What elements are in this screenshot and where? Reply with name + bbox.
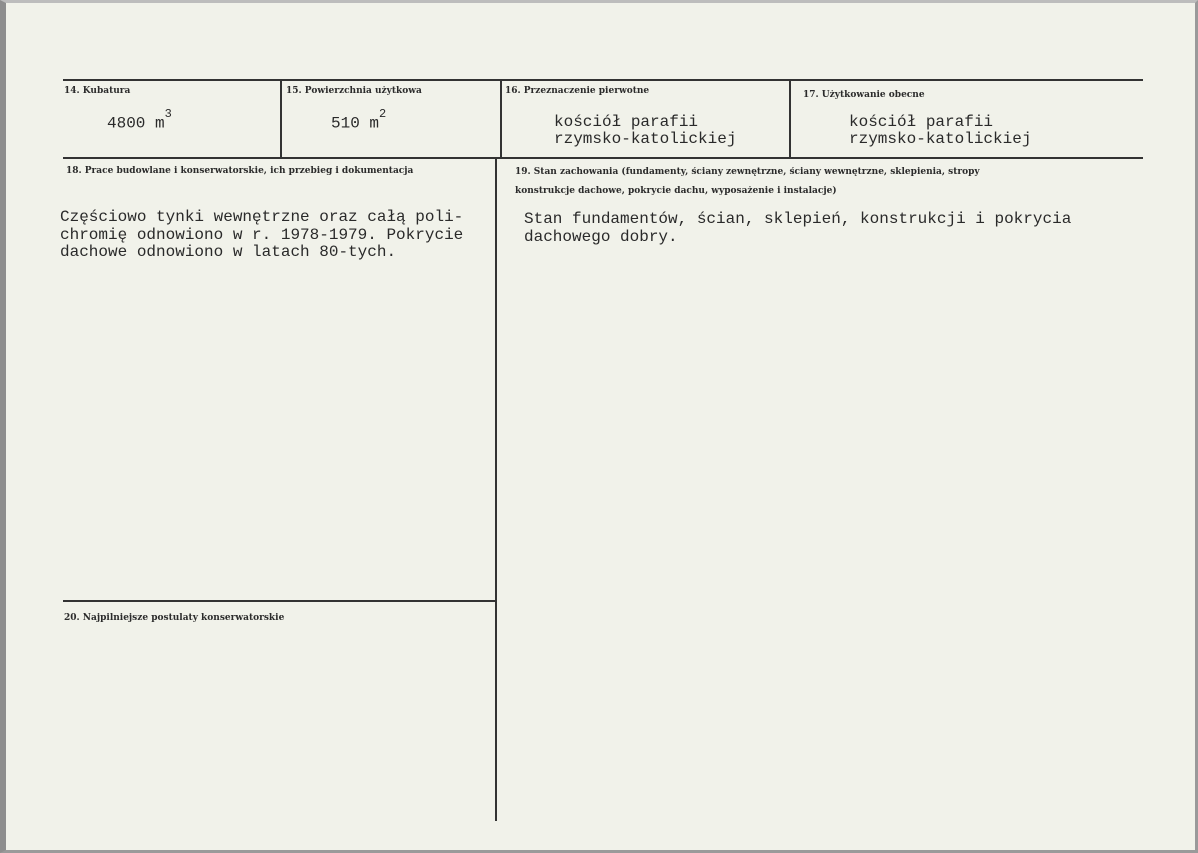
main-column-divider bbox=[495, 159, 497, 821]
field-15-value: 510 $m^2$ bbox=[331, 107, 387, 133]
field-19-label-line-1: 19. Stan zachowania (fundamenty, ściany zewnętrzne, ściany wewnętrzne, sklepienia, stropy bbox=[515, 167, 980, 177]
field-18-label: 18. Prace budowlane i konserwatorskie, ich przebieg i dokumentacja bbox=[66, 166, 414, 176]
row1-bottom-rule bbox=[63, 157, 1143, 159]
field-14-label: 14. Kubatura bbox=[64, 86, 131, 96]
divider-15-16 bbox=[500, 79, 502, 159]
field-15-label: 15. Powierzchnia użytkowa bbox=[286, 86, 422, 96]
field-18-text-line-2: chromię odnowiono w r. 1978-1979. Pokrycie bbox=[60, 226, 464, 244]
field-17-value-line-2: rzymsko-katolickiej bbox=[849, 130, 1032, 148]
top-rule bbox=[63, 79, 1143, 81]
field-16-value-line-2: rzymsko-katolickiej bbox=[554, 130, 737, 148]
field-19-text-line-2: dachowego dobry. bbox=[524, 228, 678, 246]
field-18-text-line-1: Częściowo tynki wewnętrzne oraz całą poli- bbox=[60, 208, 464, 226]
field-15-unit-exponent: 2 bbox=[379, 107, 387, 121]
field-19-text-line-1: Stan fundamentów, ścian, sklepień, konstrukcji i pokrycia bbox=[524, 210, 1072, 228]
field-14-value: 4800 $m^3$ bbox=[107, 107, 172, 133]
field-20-label: 20. Najpilniejsze postulaty konserwatorskie bbox=[64, 613, 285, 623]
field-14-unit-exponent: 3 bbox=[164, 107, 172, 121]
divider-14-15 bbox=[280, 79, 282, 159]
field-19-label-line-2: konstrukcje dachowe, pokrycie dachu, wyposażenie i instalacje) bbox=[515, 186, 837, 196]
field-18-text-line-3: dachowe odnowiono w latach 80-tych. bbox=[60, 243, 397, 261]
field-16-label: 16. Przeznaczenie pierwotne bbox=[505, 86, 650, 96]
field-17-value-line-1: kościół parafii bbox=[849, 113, 994, 131]
field-16-value-line-1: kościół parafii bbox=[554, 113, 699, 131]
field-17-label: 17. Użytkowanie obecne bbox=[803, 90, 925, 100]
section20-rule bbox=[63, 600, 495, 602]
divider-16-17 bbox=[789, 79, 791, 159]
